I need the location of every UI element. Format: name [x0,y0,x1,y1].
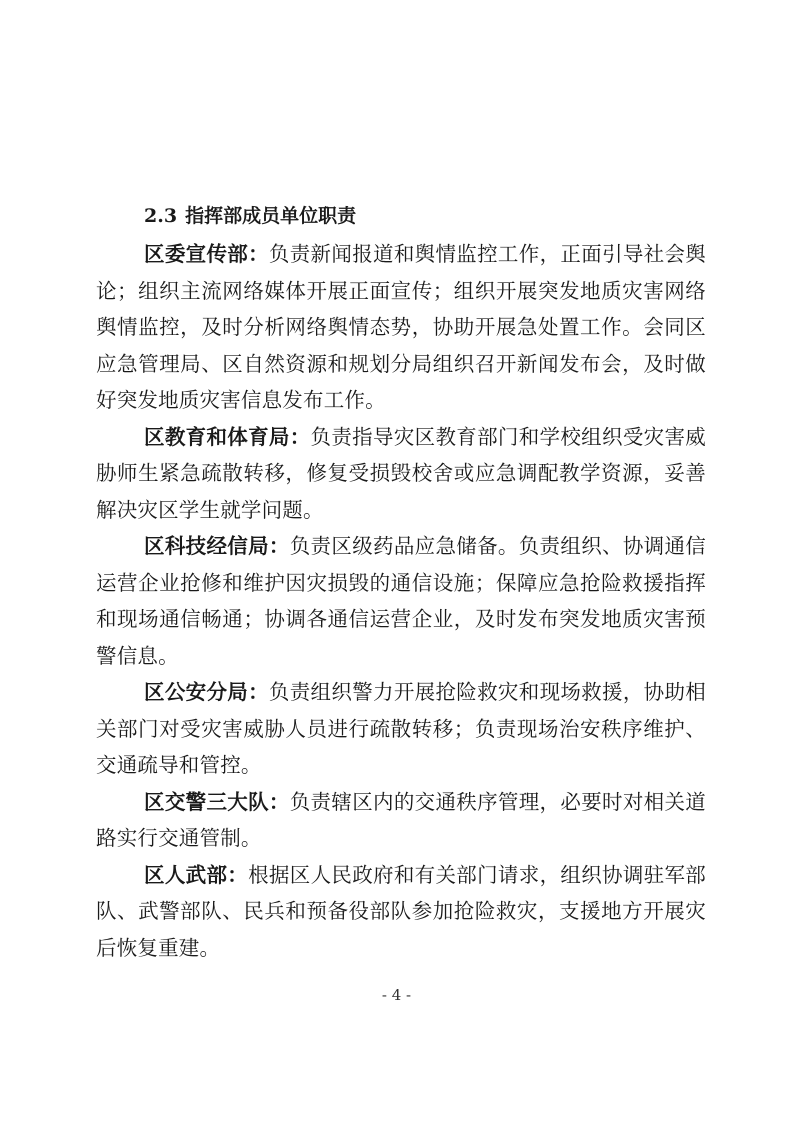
unit-name: 区教育和体育局： [144,424,311,449]
unit-duties: 根据区人民政府和有关部门请求，组织协调驻军部队、武警部队、民兵和预备役部队参加抢险救灾，支援地方开展灾后恢复重建。 [96,862,707,960]
section-heading [96,196,706,236]
page-number: - 4 - [381,986,412,1004]
section-title: 指挥部成员单位职责 [185,205,357,227]
unit-name: 区公安分局： [144,680,269,704]
paragraph-public-security-bureau [96,674,706,784]
unit-name: 区委宣传部： [144,242,269,266]
document-body [96,196,706,966]
unit-name: 区交警三大队： [144,789,290,814]
unit-duties: 负责指导灾区教育部门和学校组织受灾害威胁师生紧急疏散转移，修复受损毁校舍或应急调配教学资源，妥善解决灾区学生就学问题。 [96,424,706,522]
unit-name: 区人武部： [144,862,249,887]
paragraph-education-sports-bureau [96,419,706,529]
paragraph-traffic-police [96,784,706,857]
unit-duties: 负责区级药品应急储备。负责组织、协调通信运营企业抢修和维护因灾损毁的通信设施；保障应急抢险救援指挥和现场通信畅通；协调各通信运营企业，及时发布突发地质灾害预警信息。 [96,534,706,668]
paragraph-armed-forces-dept [96,857,706,967]
paragraph-science-tech-bureau [96,528,706,674]
unit-duties: 负责新闻报道和舆情监控工作，正面引导社会舆论；组织主流网络媒体开展正面宣传；组织开展突发地质灾害网络舆情监控，及时分析网络舆情态势，协助开展急处置工作。会同区应急管理局、区自然资源和规划分局组织召开新闻发布会，及时做好突发地质灾害信息发布工作。 [96,242,707,412]
unit-duties: 负责辖区内的交通秩序管理，必要时对相关道路实行交通管制。 [96,789,706,850]
paragraph-propaganda-dept [96,236,706,419]
unit-duties: 负责组织警力开展抢险救灾和现场救援，协助相关部门对受灾害威胁人员进行疏散转移；负责现场治安秩序维护、交通疏导和管控。 [96,680,707,777]
unit-name: 区科技经信局： [144,534,290,558]
section-number: 2.3 [144,205,178,227]
